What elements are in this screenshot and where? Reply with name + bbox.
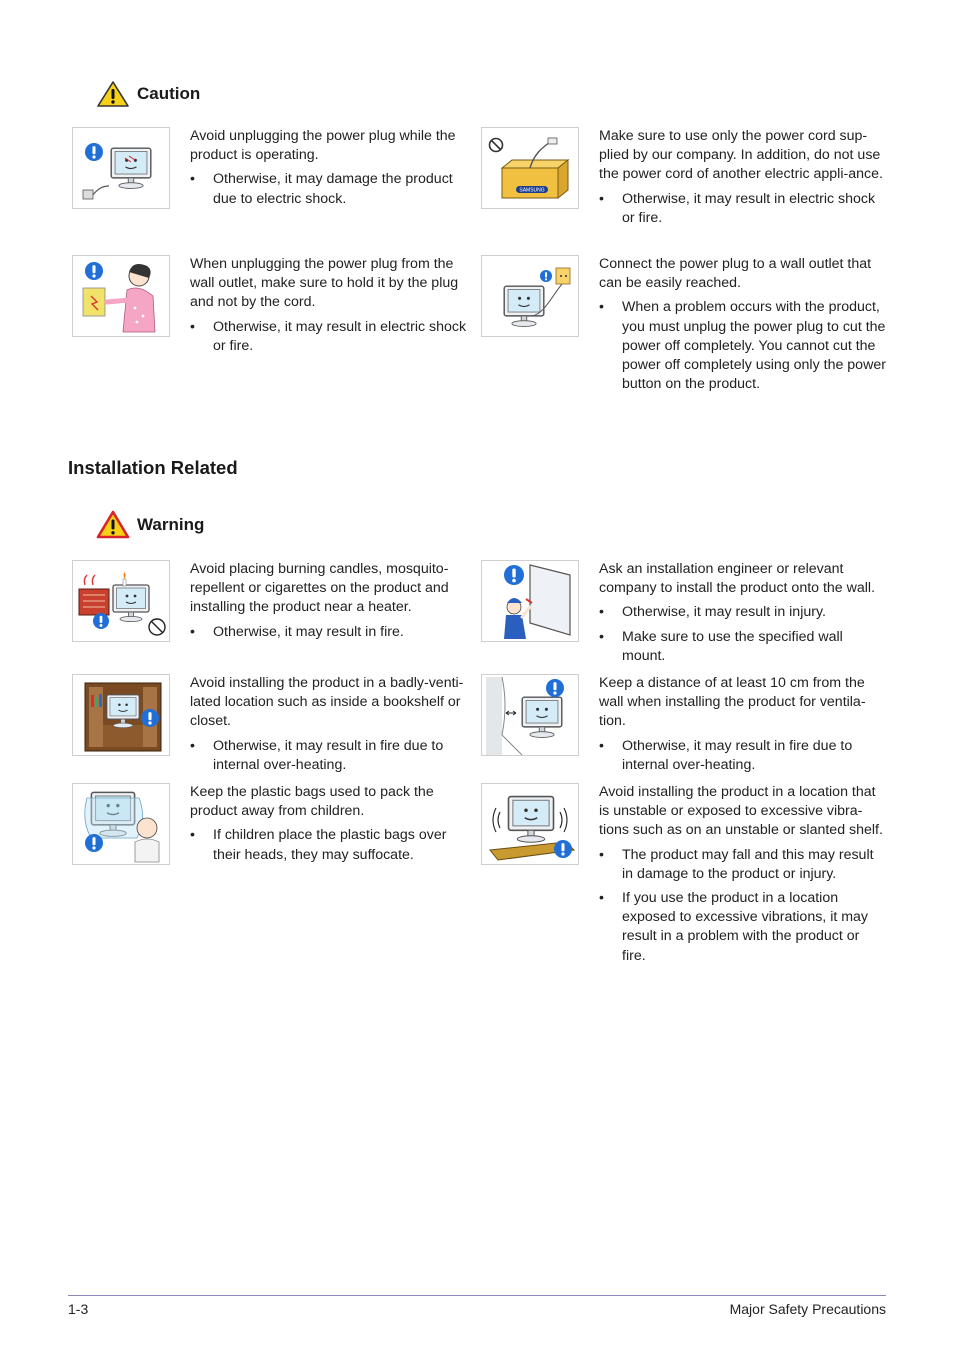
item-lead-text: Keep the plastic bags used to pack the product away from children. — [190, 784, 434, 820]
item-lead-text: When unplugging the power plug from the wall outlet, make sure to hold it by the plug and not by the cord. — [190, 256, 459, 311]
warning-item-wall-distance — [481, 674, 886, 780]
section-title-installation: Installation Related — [68, 457, 238, 478]
item-lead-text: Keep a distance of at least 10 cm from the wall when installing the product for ventila-tion. — [599, 675, 866, 730]
warning-triangle-icon — [96, 510, 130, 539]
caution-item-reachable-outlet — [481, 255, 886, 399]
item-bullet: • Otherwise, it may result in fire due to internal over-heating. — [599, 737, 886, 775]
page-number: 1-3 — [68, 1301, 89, 1317]
caution-item-power-cord — [481, 127, 886, 233]
monitor-icon — [509, 797, 554, 843]
item-lead-text: Avoid unplugging the power plug while the product is operating. — [190, 128, 456, 164]
illustration-wall-mount — [481, 560, 579, 642]
item-lead-text: Avoid placing burning candles, mosquito-repellent or cigarettes on the product and installing the product near a heater. — [190, 561, 449, 616]
alert-icon — [85, 143, 103, 161]
no-smoking-icon — [149, 619, 165, 635]
alert-icon — [554, 840, 572, 858]
warning-label: Warning — [137, 514, 205, 534]
item-bullet: • Otherwise, it may result in injury. — [599, 603, 886, 622]
monitor-icon — [113, 585, 149, 622]
alert-icon — [93, 613, 109, 629]
monitor-icon — [522, 697, 562, 737]
svg-text:SAMSUNG: SAMSUNG — [519, 187, 545, 194]
monitor-icon — [111, 148, 151, 188]
illustration-power-cord — [481, 127, 579, 209]
illustration-reachable-outlet — [481, 255, 579, 337]
warning-item-ventilation-bookshelf — [72, 674, 472, 780]
item-bullet: • The product may fall and this may result in damage to the product or injury. — [599, 846, 886, 884]
item-bullet: • Otherwise, it may result in electric shock or fire. — [599, 190, 886, 228]
warning-header — [96, 510, 204, 539]
caution-item-hold-plug — [72, 255, 472, 361]
illustration-wall-distance — [481, 674, 579, 756]
item-lead-text: Avoid installing the product in a location that is unstable or exposed to excessive vibra-tions such as on an unstable or slanted shelf. — [599, 784, 883, 839]
alert-icon — [546, 679, 564, 697]
caution-label: Caution — [137, 84, 201, 103]
illustration-hold-plug — [72, 255, 170, 337]
item-bullet: • Otherwise, it may result in fire. — [190, 623, 472, 642]
prohibited-icon — [490, 139, 503, 152]
warning-item-plastic-bags — [72, 783, 472, 870]
alert-icon — [85, 262, 103, 280]
alert-icon — [141, 709, 159, 727]
item-lead-text: Connect the power plug to a wall outlet that can be easily reached. — [599, 256, 872, 292]
illustration-unstable-shelf — [481, 783, 579, 865]
item-bullet: • Otherwise, it may damage the product due to electric shock. — [190, 170, 472, 208]
illustration-candles-heater — [72, 560, 170, 642]
footer-title: Major Safety Precautions — [729, 1301, 886, 1317]
caution-triangle-icon — [96, 80, 130, 108]
item-bullet: • If you use the product in a location exposed to excessive vibrations, it may result in a problem with the product or fire. — [599, 889, 886, 966]
illustration-bookshelf — [72, 674, 170, 756]
item-bullet: • Make sure to use the specified wall mount. — [599, 628, 886, 666]
item-bullet: • Otherwise, it may result in fire due to internal over-heating. — [190, 737, 472, 775]
warning-item-unstable-location — [481, 783, 886, 971]
illustration-plastic-bags — [72, 783, 170, 865]
item-bullet: • If children place the plastic bags over their heads, they may suffocate. — [190, 826, 472, 864]
warning-item-wall-mount — [481, 560, 886, 671]
caution-header — [96, 80, 200, 108]
item-lead-text: Ask an installation engineer or relevant company to install the product onto the wall. — [599, 561, 876, 597]
alert-icon — [85, 834, 103, 852]
item-bullet: • When a problem occurs with the product, you must unplug the power plug to cut the power off completely. You cannot cut the power off completely using only the power button on the product. — [599, 298, 886, 394]
caution-item-unplug-while-operating — [72, 127, 472, 214]
warning-item-candles — [72, 560, 472, 647]
illustration-unplug-while-operating — [72, 127, 170, 209]
item-bullet: • Otherwise, it may result in electric shock or fire. — [190, 318, 472, 356]
footer-divider — [68, 1295, 886, 1296]
alert-icon — [504, 565, 524, 585]
item-lead-text: Make sure to use only the power cord sup-plied by our company. In addition, do not use the power cord of another electric appli-ance. — [599, 128, 883, 183]
item-lead-text: Avoid installing the product in a badly-venti-lated location such as inside a bookshelf or closet. — [190, 675, 464, 730]
alert-icon — [540, 270, 552, 282]
monitor-icon — [504, 286, 544, 326]
